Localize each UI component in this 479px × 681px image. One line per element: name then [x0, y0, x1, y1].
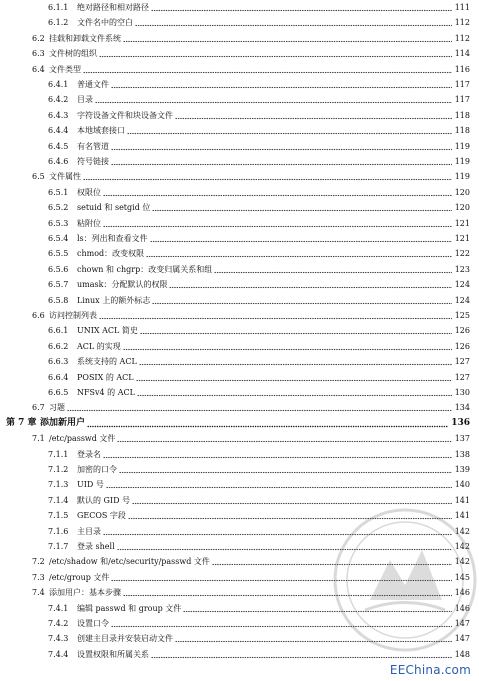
toc-entry-title: 习题: [49, 403, 65, 413]
toc-entry[interactable]: [0, 201, 479, 214]
toc-entry-page: 119: [454, 172, 470, 182]
toc-entry-number: 6.2: [32, 33, 45, 43]
toc-entry-page: 141: [454, 511, 470, 521]
toc-entry-title: 普通文件: [77, 80, 109, 89]
toc-entry-page: 146: [454, 588, 470, 598]
toc-entry[interactable]: [0, 93, 479, 106]
dot-leader: [103, 217, 452, 230]
toc-entry-title: 本地域套接口: [77, 126, 125, 136]
toc-entry-number: 6.6.2: [48, 341, 69, 351]
toc-entry[interactable]: [0, 309, 479, 322]
toc-entry-page: 136: [451, 417, 470, 428]
toc-entry-title: Linux 上的额外标志: [77, 295, 151, 305]
toc-entry-page: 121: [454, 218, 470, 228]
toc-entry-number: 7.4: [32, 588, 45, 598]
toc-entry-page: 117: [454, 80, 470, 89]
toc-entry-page: 119: [454, 141, 470, 151]
toc-entry-number: 6.6.5: [48, 388, 69, 397]
dot-leader: [214, 263, 452, 276]
toc-entry[interactable]: [0, 401, 479, 414]
toc-entry[interactable]: [0, 324, 479, 337]
dot-leader: [95, 93, 452, 106]
toc-entry-title: 设置权限和所属关系: [77, 649, 149, 659]
toc-entry-page: 141: [454, 495, 470, 505]
toc-entry-number: 6.5.5: [48, 249, 69, 259]
toc-entry-title: 设置口令: [77, 619, 109, 628]
dot-leader: [150, 232, 452, 245]
toc-entry-title: 绝对路径和相对路径: [77, 3, 149, 12]
toc-entry-number: 7.1.4: [48, 495, 69, 505]
toc-entry-number: 6.5.6: [48, 264, 69, 274]
dot-leader: [111, 78, 452, 91]
toc-entry-page: 134: [454, 403, 470, 413]
dot-leader: [127, 124, 452, 137]
toc-entry[interactable]: [0, 448, 479, 461]
dot-leader: [135, 16, 452, 29]
toc-entry-title: 添加新用户: [40, 417, 86, 428]
toc-entry-page: 125: [454, 311, 470, 320]
toc-entry[interactable]: [0, 278, 479, 291]
toc-entry-title: 文件属性: [49, 172, 81, 182]
toc-entry-number: 7.4.4: [48, 649, 69, 659]
toc-entry-title: 系统支持的 ACL: [77, 357, 137, 367]
toc-entry[interactable]: [0, 124, 479, 137]
toc-entry-number: 7.4.2: [48, 619, 69, 628]
toc-entry-title: POSIX 的 ACL: [77, 372, 134, 382]
toc-entry-page: 147: [454, 634, 470, 644]
toc-entry[interactable]: [0, 263, 479, 276]
toc-entry-title: 默认的 GID 号: [77, 495, 131, 505]
toc-entry-number: 6.5: [32, 172, 45, 182]
toc-entry-title: 登录 shell: [77, 542, 115, 551]
toc-entry-number: 6.7: [32, 403, 45, 413]
toc-entry-title: UNIX ACL 简史: [77, 326, 138, 336]
toc-entry-title: 主目录: [77, 526, 101, 536]
toc-entry-page: 126: [454, 326, 470, 336]
toc-entry-page: 116: [454, 64, 470, 74]
toc-entry[interactable]: [0, 355, 479, 368]
toc-entry-title: 目录: [77, 95, 93, 105]
toc-entry[interactable]: [0, 340, 479, 353]
toc-entry-number: 7.1.3: [48, 480, 69, 490]
toc-entry-number: 7.1.7: [48, 542, 69, 551]
toc-entry-title: 访问控制列表: [49, 311, 97, 320]
toc-entry-title: 编辑 passwd 和 group 文件: [77, 603, 182, 613]
toc-entry[interactable]: [0, 16, 479, 29]
toc-entry-title: /etc/shadow 和/etc/security/passwd 文件: [49, 557, 210, 567]
dot-leader: [87, 417, 448, 430]
toc-entry[interactable]: [0, 478, 479, 491]
toc-entry-page: 121: [454, 234, 470, 243]
toc-entry[interactable]: [0, 371, 479, 384]
dot-leader: [111, 140, 452, 153]
toc-entry-page: 147: [454, 619, 470, 628]
toc-entry[interactable]: [0, 247, 479, 260]
dot-leader: [137, 386, 452, 399]
toc-entry-title: 挂载和卸载文件系统: [49, 33, 121, 43]
toc-entry-title: 有名管道: [77, 141, 109, 151]
toc-entry-number: 6.6.4: [48, 372, 69, 382]
toc-entry-number: 7.2: [32, 557, 45, 567]
toc-entry-title: 登录名: [77, 449, 101, 459]
toc-entry-number: 6.1.2: [48, 18, 69, 28]
toc-entry-page: 112: [454, 18, 470, 28]
dot-leader: [151, 1, 452, 14]
dot-leader: [67, 401, 452, 414]
toc-entry[interactable]: [0, 432, 479, 445]
toc-entry-number: 6.4: [32, 64, 45, 74]
toc-entry-title: 文件类型: [49, 64, 81, 74]
dot-leader: [169, 278, 452, 291]
toc-entry-number: 7.1.5: [48, 511, 69, 521]
toc-entry-page: 127: [454, 357, 470, 367]
toc-entry[interactable]: [0, 294, 479, 307]
toc-entry-page: 117: [454, 95, 470, 105]
toc-entry-page: 142: [454, 557, 470, 567]
dot-leader: [146, 247, 452, 260]
toc-entry-number: 6.4.3: [48, 110, 69, 120]
toc-entry[interactable]: [0, 78, 479, 91]
toc-entry-page: 139: [454, 465, 470, 474]
toc-entry-number: 6.4.5: [48, 141, 69, 151]
dot-leader: [175, 109, 452, 122]
toc-entry-number: 7.1.2: [48, 465, 69, 474]
toc-entry-page: 112: [454, 33, 470, 43]
dot-leader: [83, 170, 452, 183]
toc-entry-page: 119: [454, 157, 470, 166]
dot-leader: [152, 294, 452, 307]
dot-leader: [103, 448, 452, 461]
toc-entry-number: 6.1.1: [48, 3, 69, 12]
toc-entry-number: 6.6.3: [48, 357, 69, 367]
toc-entry-number: 6.5.7: [48, 280, 69, 290]
toc-entry-number: 7.1.6: [48, 526, 69, 536]
toc-entry-title: ACL 的实现: [77, 341, 121, 351]
toc-entry-number: 6.6: [32, 311, 45, 320]
toc-entry-title: NFSv4 的 ACL: [77, 388, 135, 397]
dot-leader: [119, 463, 452, 476]
toc-entry-title: /etc/group 文件: [49, 572, 110, 582]
toc-entry-page: 146: [454, 603, 470, 613]
toc-entry[interactable]: [0, 217, 479, 230]
dot-leader: [136, 371, 452, 384]
toc-entry-title: 权限位: [77, 187, 101, 197]
toc-entry-title: ls：列出和查看文件: [77, 234, 148, 243]
toc-entry-title: 文件树的组织: [49, 49, 97, 59]
dot-leader: [103, 186, 452, 199]
toc-entry-page: 120: [454, 203, 470, 213]
toc-entry[interactable]: [0, 232, 479, 245]
toc-entry-number: 7.1.1: [48, 449, 69, 459]
toc-entry-page: 118: [454, 110, 470, 120]
toc-entry-page: 124: [454, 295, 470, 305]
dot-leader: [99, 309, 452, 322]
toc-entry[interactable]: [0, 155, 479, 168]
toc-entry-title: 文件名中的空白: [77, 18, 133, 28]
toc-entry-number: 7.3: [32, 572, 45, 582]
toc-entry-number: 7.1: [32, 434, 45, 444]
toc-entry-number: 6.4.1: [48, 80, 69, 89]
toc-entry-page: 142: [454, 542, 470, 551]
toc-entry[interactable]: [0, 386, 479, 399]
toc-entry[interactable]: [0, 463, 479, 476]
toc-entry-page: 123: [454, 264, 470, 274]
toc-entry-title: chmod：改变权限: [77, 249, 145, 259]
toc-entry-title: 字符设备文件和块设备文件: [77, 110, 173, 120]
toc-entry-title: umask：分配默认的权限: [77, 280, 168, 290]
toc-entry-title: 加密的口令: [77, 465, 117, 474]
toc-entry-page: 114: [454, 49, 470, 59]
toc-entry-title: chown 和 chgrp：改变归属关系和组: [77, 264, 213, 274]
toc-entry[interactable]: [0, 170, 479, 183]
toc-entry-number: 6.5.4: [48, 234, 69, 243]
toc-entry[interactable]: [0, 417, 479, 430]
toc-entry[interactable]: [0, 47, 479, 60]
dot-leader: [111, 155, 452, 168]
toc-entry-page: 138: [454, 449, 470, 459]
toc-entry-title: setuid 和 setgid 位: [77, 203, 151, 213]
toc-entry-page: 111: [454, 3, 470, 12]
toc-entry-title: 创建主目录并安装启动文件: [77, 634, 173, 644]
toc-entry-page: 126: [454, 341, 470, 351]
toc-entry-number: 6.5.3: [48, 218, 69, 228]
toc-entry[interactable]: [0, 63, 479, 76]
toc-entry[interactable]: [0, 186, 479, 199]
toc-entry-page: 130: [454, 388, 470, 397]
dot-leader: [99, 47, 452, 60]
dot-leader: [152, 201, 452, 214]
toc-entry-number: 7.4.1: [48, 603, 69, 613]
toc-entry-title: /etc/passwd 文件: [49, 434, 116, 444]
toc-entry-page: 127: [454, 372, 470, 382]
toc-entry-number: 6.4.2: [48, 95, 69, 105]
seal-watermark-icon: [330, 505, 479, 655]
toc-entry-title: UID 号: [77, 480, 104, 490]
toc-entry-page: 124: [454, 280, 470, 290]
toc-entry-number: 7.4.3: [48, 634, 69, 644]
toc-entry-number: 6.4.6: [48, 157, 69, 166]
dot-leader: [140, 324, 452, 337]
brand-watermark: EEChina.com: [389, 663, 471, 677]
toc-entry-page: 137: [454, 434, 470, 444]
toc-entry-title: 添加用户：基本步骤: [49, 588, 121, 598]
toc-entry-page: 142: [454, 526, 470, 536]
toc-entry-number: 6.4.4: [48, 126, 69, 136]
toc-entry-page: 148: [454, 649, 470, 659]
toc-entry[interactable]: [0, 1, 479, 14]
toc-entry-title: GECOS 字段: [77, 511, 126, 521]
dot-leader: [106, 478, 452, 491]
toc-entry-number: 6.3: [32, 49, 45, 59]
toc-entry-title: 符号链接: [77, 157, 109, 166]
toc-entry-number: 6.6.1: [48, 326, 69, 336]
toc-entry-page: 120: [454, 187, 470, 197]
dot-leader: [139, 355, 452, 368]
toc-entry[interactable]: [0, 140, 479, 153]
toc-entry-number: 第 7 章: [6, 417, 37, 428]
toc-entry-page: 118: [454, 126, 470, 136]
toc-entry-page: 140: [454, 480, 470, 490]
toc-entry-number: 6.5.2: [48, 203, 69, 213]
dot-leader: [83, 63, 452, 76]
dot-leader: [123, 340, 452, 353]
dot-leader: [117, 432, 452, 445]
dot-leader: [123, 32, 452, 45]
toc-entry-number: 6.5.1: [48, 187, 69, 197]
toc-entry-page: 122: [454, 249, 470, 259]
toc-entry-title: 粘附位: [77, 218, 101, 228]
toc-entry[interactable]: [0, 109, 479, 122]
toc-entry-page: 145: [454, 572, 470, 582]
toc-entry[interactable]: [0, 32, 479, 45]
toc-entry-number: 6.5.8: [48, 295, 69, 305]
